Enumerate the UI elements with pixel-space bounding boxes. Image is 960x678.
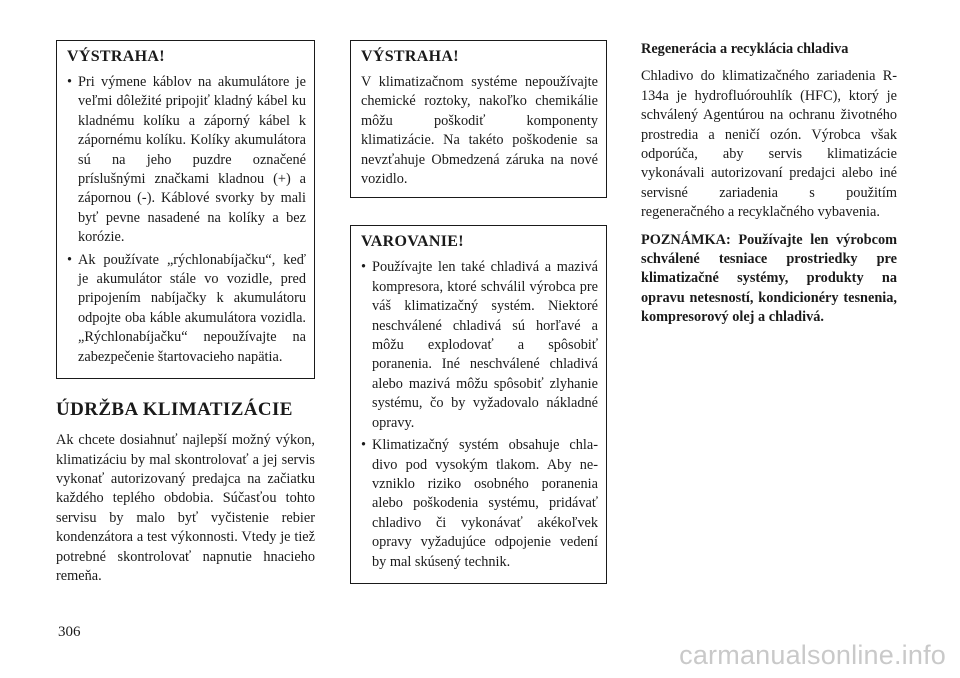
bullet-icon: • — [67, 74, 73, 90]
watermark: carmanualsonline.info — [679, 640, 946, 670]
left-column — [56, 40, 315, 586]
bullet-icon: • — [67, 251, 73, 268]
warning-title: VÝSTRAHA! — [361, 48, 459, 65]
caution-title: VAROVANIE! — [361, 233, 464, 251]
middle-column — [350, 40, 607, 584]
warning-item: • Pri výmene káblov na akumulátore je veľmi dôležité pripojiť kladný kábel ku kladnému kolíku a záporný kábel k zápornému kolíku. Kolíky akumulátora sú na jeho puzdre označené príslušnými značkami kladnou (+) a zápornou (-). Káblové svorky by mali byť pevne nasadené na kolíky a bez korózie. — [67, 74, 306, 246]
warning-list — [67, 73, 306, 367]
bullet-icon: • — [361, 259, 367, 276]
right-column — [641, 40, 897, 336]
section-text: Ak chcete dosiahnuť najlepší možný výkon, klimatizáciu by mal skontrolovať a jej servis vykonať autorizovaný predajca na začiatku každého teplého obdobia. Súčasťou tohto servisu by malo byť vyčistenie rebier kondenzátora a test výkonnosti. Vtedy je tiež potrebné skontrolovať napnutie hnacieho remeňa. — [56, 432, 315, 584]
warning-text: V klimatizačnom systéme nepoužívajte chemické roztoky, nakoľko chemikálie môžu poškodiť komponenty klimatizácie. Na takéto poškodenie sa nevzťahuje Obmedzená záruka na nové vozidlo. — [361, 74, 598, 188]
subsection-heading: Regenerácia a recyklácia chladiva — [641, 41, 849, 57]
warning-box-battery — [56, 40, 315, 379]
section-heading: ÚDRŽBA KLIMATIZÁCIE — [56, 399, 293, 421]
warning-item: • Ak používate „rýchlonabíjačku“, keď je akumulátor stále vo vozidle, pred pripojením nabíjačky k akumulátoru odpojte oba káble akumulátora vozidla. „Rýchlonabíjačku“ nepoužívajte na zabezpečenie štartovacieho napätia. — [67, 251, 306, 365]
warning-box-chemicals — [350, 40, 607, 198]
page-number: 306 — [58, 624, 81, 640]
note-text: POZNÁMKA: Používajte len výrobcom schválené tesniace prostriedky pre klimatizačné systémy, produkty na opravu netesností, kondicionéry tesnenia, kompresorový olej a chladivá. — [641, 231, 897, 326]
caution-box-refrigerant — [350, 225, 607, 584]
subsection-text: Chladivo do klimatizačného zariadenia R-134a je hydrofluórouhlík (HFC), ktorý je schválený Agentúrou na ochranu životného prostredia a neničí ozón. Výrobca však odporúča, aby servis klimatizácie vykonávali autorizovaní predajci alebo iné servisné zariadenia s použitím regeneračného a recyklačného vybavenia. — [641, 68, 897, 221]
warning-title: VÝSTRAHA! — [67, 48, 165, 65]
caution-item: • Používajte len také chladivá a mazivá kompresora, ktoré schválil výrobca pre váš klimatizačný systém. Niektoré neschválené chladivá sú horľavé a môžu explodovať a spôsobiť poranenia. Iné neschválené chladivá alebo mazivá môžu spôsobiť zlyhanie systému, čo by vyžadovalo nákladné opravy. — [361, 259, 598, 431]
bullet-icon: • — [361, 437, 367, 454]
caution-list — [361, 258, 598, 572]
caution-item: • Klimatizačný systém obsahuje chladivo pod vysokým tlakom. Aby nevzniklo riziko osobného poranenia alebo poškodenia systému, pridávať chladivo či vykonávať akékoľvek opravy vyžadujúce odpojenie vedení by mal skúsený technik. — [361, 437, 598, 570]
